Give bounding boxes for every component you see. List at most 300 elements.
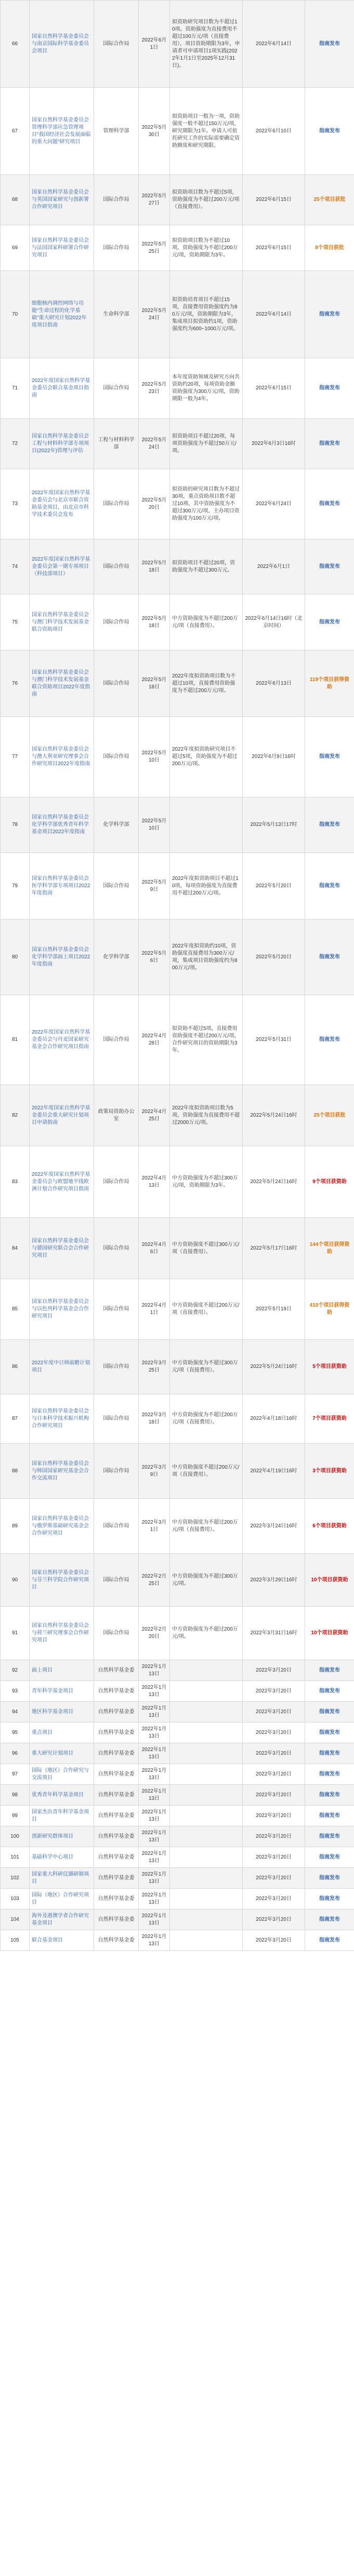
table-row xyxy=(1,358,354,419)
funding-amount: 中方资助强度为不超过300万元/项，资助期限为3年。 xyxy=(170,1146,243,1218)
project-name[interactable]: 国家自然科学基金委员会化学科学部面上项目2022年度指南 xyxy=(30,919,94,995)
row-number: 99 xyxy=(1,1806,30,1826)
project-name[interactable]: 创新研究群体项目 xyxy=(30,1826,94,1847)
department: 自然科学基金委 xyxy=(94,1660,139,1681)
status: 8个项目获批 xyxy=(305,225,354,271)
project-name[interactable]: 细胞核内调控网络与功能“生命过程的化学基础”重大研究计划2022年度项目指南 xyxy=(30,271,94,358)
deadline: 2022年6月15日 xyxy=(243,225,305,271)
row-number: 91 xyxy=(1,1607,30,1660)
funding-amount xyxy=(170,1868,243,1889)
row-number: 89 xyxy=(1,1499,30,1554)
publish-date: 2022年5月10日 xyxy=(139,797,170,853)
table-row xyxy=(1,469,354,539)
department: 国际合作局 xyxy=(94,1394,139,1444)
table-row xyxy=(1,853,354,919)
table-row xyxy=(1,1889,354,1909)
deadline: 2022年3月20日 xyxy=(243,1868,305,1889)
project-name[interactable]: 国家自然科学基金委员会与俄罗斯基础研究基金会合作研究项目 xyxy=(30,1499,94,1554)
table-row xyxy=(1,995,354,1085)
table-row xyxy=(1,1826,354,1847)
status: 指南发布 xyxy=(305,1785,354,1806)
project-name[interactable]: 2022年度国家自然科学基金委员会联合基金项目指南 xyxy=(30,358,94,419)
deadline: 2022年6月24日 xyxy=(243,469,305,539)
deadline: 2022年5月24日16时 xyxy=(243,1085,305,1146)
row-number: 92 xyxy=(1,1660,30,1681)
publish-date: 2022年1月13日 xyxy=(139,1909,170,1930)
deadline: 2022年5月19日 xyxy=(243,1279,305,1340)
table-row xyxy=(1,1444,354,1499)
department: 国际合作局 xyxy=(94,650,139,717)
department: 自然科学基金委 xyxy=(94,1826,139,1847)
project-name[interactable]: 2022年度国家自然科学基金委员会与欧盟地平线欧洲计划合作研究项目指南 xyxy=(30,1146,94,1218)
department: 自然科学基金委 xyxy=(94,1785,139,1806)
funding-amount: 拟资助研究项目数为不超过10项。资助强度为直接费用不超过100万元/项（直接费用），项目资助期限为3年，申请者可申请项目1项实践(2022年1月1日至2025年12月31日)。 xyxy=(170,1,243,88)
project-name[interactable]: 联合基金项目 xyxy=(30,1930,94,1951)
row-number: 93 xyxy=(1,1681,30,1702)
row-number: 76 xyxy=(1,650,30,717)
project-name[interactable]: 国家自然科学基金委员会与日本科学技术振兴机构合作研究项目 xyxy=(30,1394,94,1444)
department: 国际合作局 xyxy=(94,1554,139,1607)
deadline: 2022年6月15日 xyxy=(243,175,305,225)
status: 指南发布 xyxy=(305,1868,354,1889)
row-number: 104 xyxy=(1,1909,30,1930)
publish-date: 2022年5月27日 xyxy=(139,175,170,225)
department: 自然科学基金委 xyxy=(94,1847,139,1868)
publish-date: 2022年5月30日 xyxy=(139,88,170,175)
funding-amount: 中方资助强度不超过300万元/项（直接费用）。 xyxy=(170,1218,243,1279)
status: 指南发布 xyxy=(305,1,354,88)
department: 自然科学基金委 xyxy=(94,1702,139,1723)
deadline: 2022年3月20日 xyxy=(243,1785,305,1806)
row-number: 77 xyxy=(1,717,30,797)
deadline: 2022年3月31日16时 xyxy=(243,1607,305,1660)
project-name[interactable]: 海外及港澳学者合作研究基金项目 xyxy=(30,1909,94,1930)
department: 自然科学基金委 xyxy=(94,1723,139,1743)
status: 指南发布 xyxy=(305,1681,354,1702)
department: 国际合作局 xyxy=(94,717,139,797)
project-name[interactable]: 青年科学基金项目 xyxy=(30,1681,94,1702)
project-name[interactable]: 国家自然科学基金委员会化学科学部优秀青年科学基金项目2022年度指南 xyxy=(30,797,94,853)
row-number: 70 xyxy=(1,271,30,358)
row-number: 74 xyxy=(1,539,30,594)
funding-amount: 2022年度拟资助项目不超过10项，每项资助强度为直接费用不超过200万元/项。 xyxy=(170,853,243,919)
row-number: 73 xyxy=(1,469,30,539)
deadline: 2022年5月17日16时 xyxy=(243,1218,305,1279)
funding-amount: 中方资助强度为不超过200万元/项。 xyxy=(170,1607,243,1660)
row-number: 95 xyxy=(1,1723,30,1743)
funding-amount: 2022年度拟资助研究项目不超过5项，资助强度为不超过200万元/项。 xyxy=(170,717,243,797)
department: 国际合作局 xyxy=(94,539,139,594)
status: 5个项目获资助 xyxy=(305,1340,354,1394)
table-row xyxy=(1,717,354,797)
publish-date: 2022年1月13日 xyxy=(139,1764,170,1785)
publish-date: 2022年1月13日 xyxy=(139,1930,170,1951)
deadline: 2022年3月20日 xyxy=(243,1723,305,1743)
status: 指南发布 xyxy=(305,1764,354,1785)
funding-amount xyxy=(170,1847,243,1868)
project-name[interactable]: 国家自然科学基金委员会与澳门科学技术发展基金联合资助项目2022年度指南 xyxy=(30,650,94,717)
funding-amount xyxy=(170,797,243,853)
status: 指南发布 xyxy=(305,469,354,539)
row-number: 71 xyxy=(1,358,30,419)
status: 指南发布 xyxy=(305,1847,354,1868)
table-row xyxy=(1,1554,354,1607)
row-number: 84 xyxy=(1,1218,30,1279)
table-row xyxy=(1,539,354,594)
project-name[interactable]: 国家自然科学基金委员会工程与材料科学部专项项目(2022年)管理与评估 xyxy=(30,419,94,469)
publish-date: 2022年1月13日 xyxy=(139,1702,170,1723)
table-row xyxy=(1,1764,354,1785)
funding-amount: 2022年度拟资助项目数为不超过10项，直接费用资助强度为不超过200万元/项。 xyxy=(170,650,243,717)
deadline: 2022年6月1日 xyxy=(243,539,305,594)
publish-date: 2022年1月13日 xyxy=(139,1847,170,1868)
deadline: 2022年6月14日16时（北京时间） xyxy=(243,594,305,650)
publish-date: 2022年4月25日 xyxy=(139,1085,170,1146)
table-row xyxy=(1,1499,354,1554)
row-number: 80 xyxy=(1,919,30,995)
project-name[interactable]: 基础科学中心项目 xyxy=(30,1847,94,1868)
deadline: 2022年3月20日 xyxy=(243,1681,305,1702)
publish-date: 2022年3月9日 xyxy=(139,1444,170,1499)
deadline: 2022年3月24日16时 xyxy=(243,1499,305,1554)
table-row xyxy=(1,225,354,271)
department: 生命科学部 xyxy=(94,271,139,358)
table-row xyxy=(1,1909,354,1930)
table-row xyxy=(1,1723,354,1743)
row-number: 96 xyxy=(1,1743,30,1764)
project-name[interactable]: 国家重大科研仪器研制项目 xyxy=(30,1868,94,1889)
row-number: 66 xyxy=(1,1,30,88)
publish-date: 2022年4月1日 xyxy=(139,1279,170,1340)
department: 国际合作局 xyxy=(94,175,139,225)
deadline: 2022年5月24日16时 xyxy=(243,1340,305,1394)
publish-date: 2022年5月24日 xyxy=(139,419,170,469)
project-name[interactable]: 国家自然科学基金委员会与英国国家研究与创新署合作研究项目 xyxy=(30,175,94,225)
funding-amount: 拟资助项目数为不超过5项，资助强度为不超过200万元/项（直接费用）。 xyxy=(170,175,243,225)
department: 国际合作局 xyxy=(94,1279,139,1340)
funding-amount: 中方资助强度不超过200万元/项（直接费用）。 xyxy=(170,1279,243,1340)
project-name[interactable]: 国家自然科学基金委员会与韩国国家研究基金会合作交流项目 xyxy=(30,1444,94,1499)
funding-amount: 中方资助强度为不超过200万元/项（直接费用）。 xyxy=(170,1499,243,1554)
row-number: 87 xyxy=(1,1394,30,1444)
project-name[interactable]: 优秀青年科学基金项目 xyxy=(30,1785,94,1806)
status: 指南发布 xyxy=(305,358,354,419)
deadline: 2022年4月19日16时 xyxy=(243,1444,305,1499)
funding-amount: 中方资助强度为不超过200万元/项（直接费用）。 xyxy=(170,1394,243,1444)
project-name[interactable]: 重点项目 xyxy=(30,1723,94,1743)
department: 自然科学基金委 xyxy=(94,1806,139,1826)
status: 指南发布 xyxy=(305,1806,354,1826)
table-row xyxy=(1,1,354,88)
table-row xyxy=(1,1868,354,1889)
department: 自然科学基金委 xyxy=(94,1930,139,1951)
project-name[interactable]: 重大研究计划项目 xyxy=(30,1743,94,1764)
table-row xyxy=(1,1607,354,1660)
table-row xyxy=(1,1785,354,1806)
publish-date: 2022年5月18日 xyxy=(139,594,170,650)
funding-amount xyxy=(170,1806,243,1826)
table-row xyxy=(1,271,354,358)
project-name[interactable]: 2022年度中日韩前瞻计划项目 xyxy=(30,1340,94,1394)
row-number: 79 xyxy=(1,853,30,919)
status: 指南发布 xyxy=(305,539,354,594)
publish-date: 2022年6月1日 xyxy=(139,1,170,88)
project-name[interactable]: 国际（地区）合作研究与交流项目 xyxy=(30,1764,94,1785)
department: 国际合作局 xyxy=(94,853,139,919)
department: 自然科学基金委 xyxy=(94,1889,139,1909)
project-name[interactable]: 国家自然科学基金委员会与法国国家科研署合作研究项目 xyxy=(30,225,94,271)
status: 9个项目获资助 xyxy=(305,1146,354,1218)
row-number: 67 xyxy=(1,88,30,175)
row-number: 78 xyxy=(1,797,30,853)
table-row xyxy=(1,650,354,717)
deadline: 2022年3月20日 xyxy=(243,1826,305,1847)
department: 国际合作局 xyxy=(94,995,139,1085)
funding-amount: 拟资助的研究项目数为不超过30项，重点资助项目数不超过10项，其中资助强度为不超过300万元/项，主办项目资助强度为100万元/项。 xyxy=(170,469,243,539)
department: 化学科学部 xyxy=(94,797,139,853)
funding-amount: 中方资助强度为不超过300万元/项（直接费用）。 xyxy=(170,1340,243,1394)
project-name[interactable]: 国家自然科学基金委员会管理科学部应急管理项目“我国经济社会发展面临的重大问题”研究项目 xyxy=(30,88,94,175)
department: 国际合作局 xyxy=(94,1340,139,1394)
table-row xyxy=(1,1279,354,1340)
deadline: 2022年5月24日16时 xyxy=(243,1146,305,1218)
row-number: 102 xyxy=(1,1868,30,1889)
funding-amount xyxy=(170,1743,243,1764)
table-row xyxy=(1,919,354,995)
status: 10个项目获资助 xyxy=(305,1607,354,1660)
table-row xyxy=(1,1743,354,1764)
funding-amount xyxy=(170,1723,243,1743)
department: 国际合作局 xyxy=(94,1499,139,1554)
department: 国际合作局 xyxy=(94,1444,139,1499)
publish-date: 2022年5月20日 xyxy=(139,469,170,539)
deadline: 2022年6月13日 xyxy=(243,650,305,717)
funding-amount: 2022年度拟资助约10项，资助强度直接费用为300万元/项，集成项目资助强度约为800万元/项。 xyxy=(170,919,243,995)
row-number: 88 xyxy=(1,1444,30,1499)
row-number: 82 xyxy=(1,1085,30,1146)
project-name[interactable]: 国家自然科学基金委员会与德国研究联合会合作研究项目 xyxy=(30,1218,94,1279)
project-name[interactable]: 地区科学基金项目 xyxy=(30,1702,94,1723)
status: 指南发布 xyxy=(305,797,354,853)
row-number: 81 xyxy=(1,995,30,1085)
deadline: 2022年3月20日 xyxy=(243,1909,305,1930)
status: 10个项目获资助 xyxy=(305,1554,354,1607)
status: 25个项目获批 xyxy=(305,175,354,225)
project-name[interactable]: 国家自然科学基金委员会医学科学部专项项目2022年度指南 xyxy=(30,853,94,919)
row-number: 90 xyxy=(1,1554,30,1607)
project-name[interactable]: 面上项目 xyxy=(30,1660,94,1681)
project-name[interactable]: 国家自然科学基金委员会与荷兰研究理事会合作研究项目 xyxy=(30,1607,94,1660)
table-row xyxy=(1,1394,354,1444)
project-name[interactable]: 2022年度国家自然科学基金委员会与北京市联合资助基金项目，由北京市科学技术委员会发布 xyxy=(30,469,94,539)
funding-amount: 中方资助强度为不超过200万元/项（直接费用）。 xyxy=(170,594,243,650)
deadline: 2022年3月20日 xyxy=(243,1847,305,1868)
funding-amount: 拟资助项目一般为一项，资助强度一般不超过150万元/项，研究期限为1年。申请人可依托研究工作的实际需要确定资助额度和研究期限。 xyxy=(170,88,243,175)
status: 指南发布 xyxy=(305,1909,354,1930)
publish-date: 2022年5月10日 xyxy=(139,717,170,797)
row-number: 103 xyxy=(1,1889,30,1909)
department: 国际合作局 xyxy=(94,358,139,419)
funding-amount: 中方资助强度为不超过300万元/项。 xyxy=(170,1554,243,1607)
department: 工程与材料科学部 xyxy=(94,419,139,469)
publish-date: 2022年1月13日 xyxy=(139,1868,170,1889)
funding-amount xyxy=(170,1930,243,1951)
publish-date: 2022年1月13日 xyxy=(139,1785,170,1806)
publish-date: 2022年2月20日 xyxy=(139,1607,170,1660)
project-name[interactable]: 2022年度国家自然科学基金委员会重大研究计划项目申请指南 xyxy=(30,1085,94,1146)
status: 指南发布 xyxy=(305,1930,354,1951)
project-name[interactable]: 国家自然科学基金委员会与南京国际科学基金委员会项目 xyxy=(30,1,94,88)
department: 国际合作局 xyxy=(94,1607,139,1660)
status: 3个项目获资助 xyxy=(305,1444,354,1499)
project-name[interactable]: 2022年度国家自然科学基金委员会与丹麦国家研究基金会合作研究项目指南 xyxy=(30,995,94,1085)
row-number: 85 xyxy=(1,1279,30,1340)
department: 自然科学基金委 xyxy=(94,1681,139,1702)
publish-date: 2022年5月24日 xyxy=(139,271,170,358)
department: 管理科学部 xyxy=(94,88,139,175)
funding-table-body xyxy=(1,1,354,1951)
status: 指南发布 xyxy=(305,88,354,175)
department: 自然科学基金委 xyxy=(94,1909,139,1930)
row-number: 72 xyxy=(1,419,30,469)
funding-amount: 本年度资助领域及研究方向共资助约20项，每项资助金额资助强度为300万元/项，资助期限一般为4年。 xyxy=(170,358,243,419)
department: 国际合作局 xyxy=(94,1146,139,1218)
publish-date: 2022年2月25日 xyxy=(139,1554,170,1607)
funding-amount xyxy=(170,1909,243,1930)
table-row xyxy=(1,88,354,175)
funding-amount xyxy=(170,1785,243,1806)
publish-date: 2022年5月6日 xyxy=(139,919,170,995)
deadline: 2022年6月14日 xyxy=(243,271,305,358)
project-name[interactable]: 2022年度国家自然科学基金委员会第一期专项项目（科技部项目） xyxy=(30,539,94,594)
status: 指南发布 xyxy=(305,995,354,1085)
funding-amount xyxy=(170,1889,243,1909)
deadline: 2022年6月15日 xyxy=(243,358,305,419)
row-number: 98 xyxy=(1,1785,30,1806)
table-row xyxy=(1,1085,354,1146)
funding-amount: 中方资助强度不超过200万元/项（直接费用）。 xyxy=(170,1444,243,1499)
status: 指南发布 xyxy=(305,1660,354,1681)
department: 化学科学部 xyxy=(94,919,139,995)
project-name[interactable]: 国家自然科学基金委员会与以色列科学基金会合作研究项目 xyxy=(30,1279,94,1340)
row-number: 75 xyxy=(1,594,30,650)
status: 7个项目获资助 xyxy=(305,1394,354,1444)
funding-amount xyxy=(170,1681,243,1702)
funding-amount: 拟资助培育项目不超过15项，直接费用资助强度约为80万元/项，资助期限为3年，集成项目拟资助约1项，资助强度约为600~1000万元/项。 xyxy=(170,271,243,358)
funding-amount: 2022年度拟资助项目数为5项，资助强度为直接费用不超过2000万元/项。 xyxy=(170,1085,243,1146)
status: 6个项目获资助 xyxy=(305,1499,354,1554)
department: 自然科学基金委 xyxy=(94,1764,139,1785)
deadline: 2022年3月20日 xyxy=(243,1806,305,1826)
publish-date: 2022年1月13日 xyxy=(139,1826,170,1847)
department: 国际合作局 xyxy=(94,1,139,88)
publish-date: 2022年4月28日 xyxy=(139,995,170,1085)
publish-date: 2022年5月23日 xyxy=(139,358,170,419)
status: 指南发布 xyxy=(305,919,354,995)
deadline: 2022年3月20日 xyxy=(243,1660,305,1681)
publish-date: 2022年5月18日 xyxy=(139,539,170,594)
deadline: 2022年4月18日16时 xyxy=(243,1394,305,1444)
publish-date: 2022年1月13日 xyxy=(139,1723,170,1743)
status: 指南发布 xyxy=(305,1826,354,1847)
project-name[interactable]: 国家自然科学基金委员会与芬兰科学院合作研究项目 xyxy=(30,1554,94,1607)
funding-amount: 拟资助项目不超过20项，资助强度为不超过300万元。 xyxy=(170,539,243,594)
deadline: 2022年3月20日 xyxy=(243,1743,305,1764)
status: 指南发布 xyxy=(305,419,354,469)
table-row xyxy=(1,1702,354,1723)
status: 指南发布 xyxy=(305,1702,354,1723)
publish-date: 2022年5月9日 xyxy=(139,853,170,919)
table-row xyxy=(1,175,354,225)
funding-amount xyxy=(170,1764,243,1785)
status: 指南发布 xyxy=(305,594,354,650)
publish-date: 2022年5月18日 xyxy=(139,650,170,717)
table-row xyxy=(1,797,354,853)
deadline: 2022年5月31日 xyxy=(243,995,305,1085)
department: 自然科学基金委 xyxy=(94,1868,139,1889)
status: 119个项目获得资助 xyxy=(305,650,354,717)
department: 政策局资助办公室 xyxy=(94,1085,139,1146)
table-row xyxy=(1,1146,354,1218)
publish-date: 2022年4月13日 xyxy=(139,1146,170,1218)
funding-amount: 拟资助项目数为不超过10项，资助强度为不超过200万元/项，资助期限为3年。 xyxy=(170,225,243,271)
funding-amount xyxy=(170,1660,243,1681)
project-name[interactable]: 国家杰出青年科学基金项目 xyxy=(30,1806,94,1826)
deadline: 2022年5月20日 xyxy=(243,919,305,995)
publish-date: 2022年1月13日 xyxy=(139,1889,170,1909)
row-number: 69 xyxy=(1,225,30,271)
status: 指南发布 xyxy=(305,271,354,358)
table-row xyxy=(1,594,354,650)
table-row xyxy=(1,1681,354,1702)
status: 指南发布 xyxy=(305,1743,354,1764)
department: 国际合作局 xyxy=(94,469,139,539)
deadline: 2022年6月9日16时 xyxy=(243,717,305,797)
row-number: 83 xyxy=(1,1146,30,1218)
row-number: 86 xyxy=(1,1340,30,1394)
department: 自然科学基金委 xyxy=(94,1743,139,1764)
project-name[interactable]: 国家自然科学基金委员会与澳门科学技术发展基金联合资助项目 xyxy=(30,594,94,650)
deadline: 2022年3月20日 xyxy=(243,1702,305,1723)
row-number: 97 xyxy=(1,1764,30,1785)
department: 国际合作局 xyxy=(94,594,139,650)
department: 国际合作局 xyxy=(94,1218,139,1279)
status: 25个项目获批 xyxy=(305,1085,354,1146)
project-name[interactable]: 国际（地区）合作研究项目 xyxy=(30,1889,94,1909)
project-name[interactable]: 国家自然科学基金委员会与澳大利亚研究理事会合作研究项目2022年度指南 xyxy=(30,717,94,797)
table-row xyxy=(1,1847,354,1868)
table-row xyxy=(1,1218,354,1279)
table-row xyxy=(1,419,354,469)
row-number: 68 xyxy=(1,175,30,225)
deadline: 2022年3月20日 xyxy=(243,1889,305,1909)
table-row xyxy=(1,1806,354,1826)
publish-date: 2022年4月6日 xyxy=(139,1218,170,1279)
deadline: 2022年3月20日 xyxy=(243,1764,305,1785)
publish-date: 2022年1月13日 xyxy=(139,1806,170,1826)
publish-date: 2022年3月1日 xyxy=(139,1499,170,1554)
table-row xyxy=(1,1660,354,1681)
funding-amount xyxy=(170,1702,243,1723)
status: 指南发布 xyxy=(305,717,354,797)
table-row xyxy=(1,1340,354,1394)
deadline: 2022年5月20日 xyxy=(243,853,305,919)
row-number: 101 xyxy=(1,1847,30,1868)
publish-date: 2022年1月13日 xyxy=(139,1681,170,1702)
funding-amount xyxy=(170,1826,243,1847)
funding-amount: 拟资助不超过5项，直接费用资助强度不超过200万元/项，合作研究项目的资助期限为3年。 xyxy=(170,995,243,1085)
publish-date: 2022年5月25日 xyxy=(139,225,170,271)
